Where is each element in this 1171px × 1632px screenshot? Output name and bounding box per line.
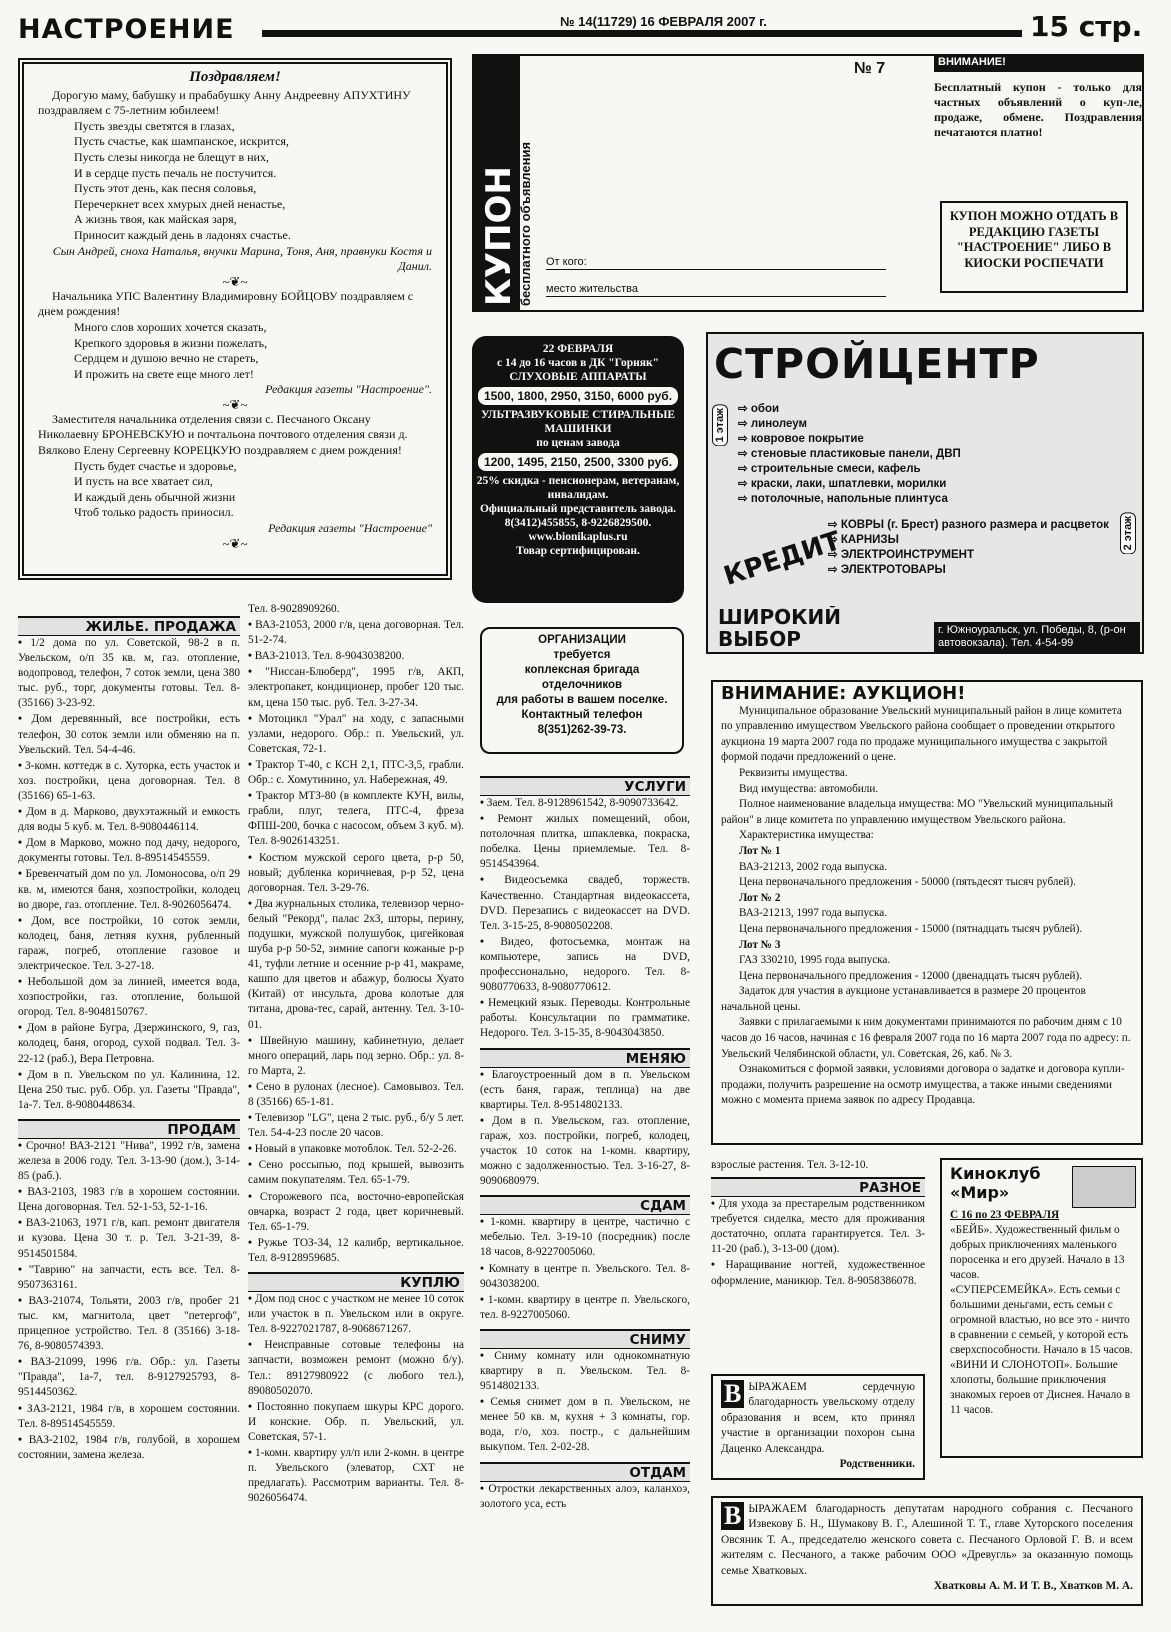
classified-ad: • Сниму комнату или однокомнатную квартиру в п. Увельском. Тел. 8-9514802133. (480, 1349, 690, 1394)
verse-line: Пусть этот день, как песня соловья, (74, 181, 257, 196)
verse-line: И прожить на свете еще много лет! (74, 366, 254, 381)
gratitude-signature: Хватковы А. М. И Т. В., Хватков М. А. (933, 1580, 1133, 1593)
classified-ad: • 1-комн. квартиру в центре, частично с мебелью. Тел. 3-19-10 (посредник) после 18 часов, 8-9227005060. (480, 1215, 690, 1260)
section-give-header: ОТДАМ (480, 1462, 690, 1482)
auction-text: Полное наименование владельца имущества: МО "Увельский муниципальный район" в лице комитета по управлению имуществом Увельского района. (721, 798, 1114, 826)
classified-ad: • Неисправные сотовые телефоны на запчасти, возможен ремонт (можно б/у). Тел.: 89127980922 (с любого тел.), 89080502070. (248, 1338, 464, 1398)
org-phone: 8(351)262-39-73. (537, 724, 627, 736)
classified-ad: • Новый в упаковке мотоблок. Тел. 52-2-26. (248, 1142, 464, 1157)
auction-title: ВНИМАНИЕ: АУКЦИОН! (721, 683, 966, 704)
classified-ad: • Костюм мужской серого цвета, р-р 50, новый; дубленка коричневая, р-р 52, цена договорная. Тел. 3-29-76. (248, 851, 464, 896)
auction-lot-price: Цена первоначального предложения - 15000 (пятнадцать тысяч рублей). (739, 922, 1083, 935)
classified-ad: • 1-комн. квартиру в центре п. Увельского, тел. 8-9227005060. (480, 1293, 690, 1323)
auction-lot-price: Цена первоначального предложения - 50000 (пятьдесят тысяч рублей). (739, 876, 1076, 889)
classified-ad: • Сено в рулонах (лесное). Самовывоз. Тел. 8 (35166) 65-1-81. (248, 1080, 464, 1110)
ads-column-1 (18, 616, 240, 1628)
auction-lot-car: ВАЗ-21213, 2002 года выпуска. (739, 860, 888, 873)
classified-ad: • Ремонт жилых помещений, обои, потолочная плитка, шпаклевка, покраска, побелка. Цены приемлемые. Тел. 8-9514543964. (480, 812, 690, 872)
classified-ad: Тел. 8-9028909260. (248, 603, 340, 615)
cinema-dates: С 16 по 23 ФЕВРАЛЯ (950, 1209, 1060, 1221)
coupon-form (472, 54, 1144, 312)
classified-ad: • ВАЗ-21099, 1996 г/в. Обр.: ул. Газеты "Правда", 1а-7, тел. 8-9127925793, 8-9514450362. (18, 1355, 240, 1400)
services-ads (480, 796, 690, 1042)
classified-ad: • ВАЗ-2103, 1983 г/в в хорошем состоянии. Цена договорная. Тел. 52-1-53, 52-1-16. (18, 1185, 240, 1215)
gratitude-notice (711, 1496, 1143, 1606)
classified-ad: • Трактор Т-40, с КСН 2,1, ПТС-3,5, грабли. Обр.: с. Хомутинино, ул. Набережная, 49. (248, 758, 464, 788)
section-misc-header: РАЗНОЕ (711, 1177, 925, 1197)
ornament-icon: ~❦~ (222, 396, 248, 412)
film-listing: «ВИНИ И СЛОНОТОП». Большие хлопоты, большие приключения знакомых героев от Диснея. Начало в 11 часов. (950, 1359, 1131, 1416)
verse-line: Чтоб только радость приносил. (74, 505, 234, 520)
product-item: ⇨ стеновые пластиковые панели, ДВП (738, 448, 961, 460)
floor-1-badge: 1 этаж (712, 404, 728, 446)
greeting-1-intro: Дорогую маму, бабушку и прабабушку Анну Андреевну АПУХТИНУ поздравляем с 75-летним юбилеем! (38, 87, 411, 118)
sell-ads-continued (248, 602, 464, 1266)
issue-info: № 14(11729) 16 ФЕВРАЛЯ 2007 г. (560, 14, 800, 30)
verse-line: Приносит каждый день в ладонях счастье. (74, 227, 291, 242)
auction-lot-car: ГАЗ 330210, 1995 года выпуска. (739, 954, 891, 967)
ad-website: www.bionikaplus.ru (528, 531, 628, 543)
ad-product-2: УЛЬТРАЗВУКОВЫЕ СТИРАЛЬНЫЕ МАШИНКИ (480, 409, 676, 435)
drop-cap: В (721, 1380, 744, 1408)
product-item: ⇨ строительные смеси, кафель (738, 463, 921, 475)
classified-ad: • 1/2 дома по ул. Советской, 98-2 в п. Увельском, о/п 35 кв. м, газ. отопление, водопровод, телефон, 7 соток земли, цена 380 тыс. руб., торг, документы готовы. Тел. 8-(35166) 3-23-92. (18, 636, 240, 711)
film-listing: «БЕЙБ». Художественный фильм о добрых приключениях маленького поросенка и его друзей. Начало в 13 часов. (950, 1224, 1125, 1281)
greeting-3-signature: Редакция газеты "Настроение" (268, 521, 432, 536)
classified-ad: • Дом деревянный, все постройки, есть телефон, 30 соток земли или обменяю на п. Увельский. Тел. 54-4-46. (18, 712, 240, 757)
classified-ad: • Дом в Марково, можно под дачу, недорого, документы готовы. Тел. 8-89514545559. (18, 836, 240, 866)
auction-lot-car: ВАЗ-21213, 1997 года выпуска. (739, 907, 888, 920)
org-line: ОРГАНИЗАЦИИ (538, 634, 626, 646)
rent-in-ads (480, 1349, 690, 1456)
classified-ad: • Постоянно покупаем шкуры КРС дорого. И конские. Обр. п. Увельский, ул. Советская, 57-1. (248, 1400, 464, 1445)
verse-line: Много слов хороших хочется сказать, (74, 319, 267, 334)
floor-2-badge: 2 этаж (1120, 512, 1136, 554)
greeting-3-verse (38, 459, 432, 521)
classified-ad: • ВАЗ-2102, 1984 г/в, голубой, в хорошем состоянии, замена железа. (18, 1433, 240, 1463)
greeting-1-signature: Сын Андрей, сноха Наталья, внучки Марина, Тоня, Аня, правнуки Костя и Данил. (52, 243, 432, 274)
drop-cap: В (721, 1502, 744, 1530)
stroycenter-address: г. Южноуральск, ул. Победы, 8, (р-он автовокзала). Тел. 4-54-99 (934, 622, 1140, 652)
org-line: Контактный телефон (521, 709, 643, 721)
cinema-title: Киноклуб «Мир» (950, 1164, 1041, 1202)
from-label: От кого: (546, 256, 587, 268)
section-rent-in-header: СНИМУ (480, 1329, 690, 1349)
classified-ad: • 3-комн. коттедж в с. Хуторка, есть участок и хоз. постройки, цена договорная. Тел. 8 (35166) 65-1-63. (18, 759, 240, 804)
verse-line: Перечеркнет всех хмурых дней ненастье, (74, 196, 286, 211)
coupon-vertical-title: КУПОН (479, 166, 519, 306)
classified-ad: • Заем. Тел. 8-9128961542, 8-9090733642. (480, 796, 690, 811)
classified-ad: • Трактор МТЗ-80 (в комплекте КУН, вилы, грабли, плуг, телега, ПТС-4, фреза ФПШ-200, бочка с насосом, объем 3 куб. м). Тел. 8-9026143251. (248, 789, 464, 849)
classified-ad: • Благоустроенный дом в п. Увельском (есть баня, гараж, теплица) на две квартиры. Тел. 8-9514802133. (480, 1068, 690, 1113)
ads-column-2 (248, 602, 464, 1628)
classified-ad: • Два журнальных столика, телевизор черно-белый "Рекорд", палас 2х3, шторы, перину, подушки, мужской полушубок, цигейковая шуба р-р 50-52, зимние сапоги кожаные р-р 41, туфли летние и осенние р-р 41, макраме, кашпо для цветов и абажур, болюсы Хуато (Китай) от инсульта, дрова колотые для титана, дрова-тес, сарай, антенну. Тел. 3-10-01. (248, 897, 464, 1033)
verse-line: И каждый день обычной жизни (74, 489, 236, 504)
classified-ad: • "Ниссан-Блюберд", 1995 г/в, АКП, электропакет, кондиционер, пробег 120 тыс. км, цена 150 тыс. руб. Тел. 3-27-34. (248, 665, 464, 710)
classified-ad: • Ружье ТОЗ-34, 12 калибр, вертикальное. Тел. 8-9128959685. (248, 1236, 464, 1266)
verse-line: И пусть на все хватает сил, (74, 474, 213, 489)
verse-line: Крепкого здоровья в жизни пожелать, (74, 335, 268, 350)
greeting-2-intro: Начальника УПС Валентину Владимировну БОЙЦОВУ поздравляем с днем рождения! (38, 288, 414, 319)
verse-line: И в сердце пусть печаль не постучится. (74, 165, 277, 180)
classified-ad: • Телевизор "LG", цена 2 тыс. руб., б/у 5 лет. Тел. 54-4-23 после 20 часов. (248, 1111, 464, 1141)
classified-ad: • Сено россыпью, под крышей, вывозить самим покупателям. Тел. 65-1-79. (248, 1158, 464, 1188)
ad-time: с 14 до 16 часов в ДК "Горняк" (497, 357, 659, 369)
product-item: ⇨ КАРНИЗЫ (828, 534, 899, 546)
ornament-icon: ~❦~ (222, 535, 248, 551)
verse-line: А жизнь твоя, как майская заря, (74, 212, 237, 227)
classified-ad: • Комнату в центре п. Увельского. Тел. 8-9043038200. (480, 1262, 690, 1292)
classified-ad: • Мотоцикл "Урал" на ходу, с запасными узлами, недорого. Обр.: п. Увельский, ул. Советская, 72-1. (248, 712, 464, 757)
misc-ads (711, 1197, 925, 1289)
org-line: отделочников (541, 679, 623, 691)
verse-line: Пусть будет счастье и здоровье, (74, 458, 237, 473)
ad-discount: 25% скидка - пенсионерам, ветеранам, инвалидам. (476, 475, 680, 501)
ad-factory-prices: по ценам завода (536, 437, 620, 449)
auction-notice (711, 680, 1143, 1145)
auction-lot: Лот № 2 (739, 891, 781, 904)
stroycenter-ad (706, 332, 1144, 654)
classified-ad: • Дом в д. Марково, двухэтажный и емкость для воды 5 куб. м. Тел. 8-9080446114. (18, 805, 240, 835)
greetings-box (18, 58, 452, 580)
coupon-number: № 7 (854, 60, 886, 77)
ad-price-2: 1200, 1495, 2150, 2500, 3300 руб. (478, 453, 678, 471)
auction-text: Реквизиты имущества. (739, 766, 848, 779)
coupon-from-field[interactable] (546, 256, 886, 270)
classified-ad: • 1-комн. квартиру ул/п или 2-комн. в центре п. Увельского (элеватор, СХТ не предлагать). Рассмотрим варианты. Тел. 8-9026056474. (248, 1446, 464, 1506)
verse-line: Пусть слезы никогда не блещут в них, (74, 149, 269, 164)
floor-1-list (738, 402, 961, 507)
section-services-header: УСЛУГИ (480, 776, 690, 796)
classified-ad: • Дом в п. Увельском по ул. Калинина, 12. Цена 250 тыс. руб. Обр. ул. Газеты "Правда", 1а-7. Тел. 8-9080448634. (18, 1068, 240, 1113)
auction-intro: Муниципальное образование Увельский муниципальный район в лице комитета по управлению имуществом Увельского района сообщает о проведении открытого аукциона 19 марта 2007 года по продаже муниципального имущества с закрытой формой подачи предложений о цене. (721, 704, 1122, 764)
ad-certified: Товар сертифицирован. (516, 545, 640, 557)
section-rent-out-header: СДАМ (480, 1195, 690, 1215)
product-item: ⇨ ковровое покрытие (738, 433, 864, 445)
gratitude-text: ЫРАЖАЕМ благодарность депутатам народного собрания с. Песчаного Извекову Б. Н., Шумакову В. Г., Алешиной Т. Т., главе Хуторского поселения Овсяник Т. А., председателю женского совета с. Песчаного Орловой Г. В. и всем жителям с. Песчаного, а также рабочим ООО «Древугль» за оказанную помощь семье Хватковых. (721, 1503, 1133, 1577)
verse-line: Пусть счастье, как шампанское, искрится, (74, 134, 289, 149)
classified-ad: • Срочно! ВАЗ-2121 "Нива", 1992 г/в, замена железа в 2006 году. Тел. 3-13-90 (дом.), 3-14-85 (раб.). (18, 1139, 240, 1184)
auction-text: Ознакомиться с формой заявки, условиями договора о задатке и договора купли-продажи, получить разрешение на осмотр имущества, а также иными сведениями можно с момента приема заявок по адресу Продавца. (721, 1063, 1125, 1107)
classified-ad: • ВАЗ-21013. Тел. 8-9043038200. (248, 649, 464, 664)
coupon-vertical-subtitle: бесплатного объявления (518, 141, 533, 306)
section-exchange-header: МЕНЯЮ (480, 1048, 690, 1068)
condolence-signature: Родственники. (839, 1458, 915, 1471)
classified-ad: • Для ухода за престарелым родственником требуется сиделка, место для проживания достаточно, оплата гарантируется. Тел. 3-11-20 (раб.), 3-13-00 (дом). (711, 1197, 925, 1257)
ad-product-1: СЛУХОВЫЕ АППАРАТЫ (509, 371, 647, 383)
wide-choice-label: ШИРОКИЙ ВЫБОР (718, 606, 841, 650)
coupon-residence-field[interactable] (546, 283, 886, 297)
greeting-1-verse (38, 119, 432, 244)
auction-text: Задаток для участия в аукционе устанавливается в размере 20 процентов начальной цены. (721, 985, 1086, 1013)
section-buy-header: КУПЛЮ (248, 1272, 464, 1292)
ads-column-3 (480, 776, 690, 1628)
give-ads (480, 1482, 690, 1512)
classified-ad: • Видеосъемка свадеб, торжеств. Качественно. Стандартная видеокассета, DVD. Перезапись с видеокассет на DVD. Тел. 3-15-25, 8-9080502208. (480, 873, 690, 933)
ad-contact: Официальный представитель завода. 8(3412)455855, 8-9226829500. (479, 503, 677, 529)
classified-ad: • ВАЗ-21063, 1971 г/в, кап. ремонт двигателя и кузова. Цена 30 т. р. Тел. 3-21-39, 8-9514501584. (18, 1216, 240, 1261)
ad-price-1: 1500, 1800, 2950, 3150, 6000 руб. (478, 387, 678, 405)
org-line: требуется (553, 649, 611, 661)
rent-out-ads (480, 1215, 690, 1323)
verse-line: Пусть звезды светятся в глазах, (74, 118, 235, 133)
classified-ad: • Сторожевого пса, восточно-европейская овчарка, возраст 2 года, цвет коричневый. Тел. 65-1-79. (248, 1190, 464, 1235)
coupon-send-info: КУПОН МОЖНО ОТДАТЬ В РЕДАКЦИЮ ГАЗЕТЫ "НАСТРОЕНИЕ" ЛИБО В КИОСКИ РОСПЕЧАТИ (940, 201, 1128, 293)
greeting-3-intro: Заместителя начальника отделения связи с. Песчаного Оксану Николаевну БРОНЕВСКУЮ и почтальона почтового отделения связи д. Вялково Елену Сергеевну КОРЕЦКУЮ поздравляем с днем рождения! (38, 411, 408, 458)
workers-wanted-ad (480, 627, 684, 754)
auction-lot-price: Цена первоначального предложения - 12000 (двенадцать тысяч рублей). (739, 969, 1083, 982)
condolence-thanks (711, 1374, 925, 1480)
classified-ad: • Бревенчатый дом по ул. Ломоносова, о/п 29 кв. м, имеются баня, хозпостройки, колодец во дворе, газ. отопление. Тел. 8-9026056474. (18, 867, 240, 912)
auction-lot: Лот № 3 (739, 938, 781, 951)
cinema-building-icon (1072, 1166, 1136, 1208)
ad-continuation: взрослые растения. Тел. 3-12-10. (711, 1159, 869, 1171)
classified-ad: • Дом, все постройки, 10 соток земли, колодец, баня, летняя кухня, рубленный гараж, погреб, отопление газовое и электрическое. Тел. 3-27-18. (18, 914, 240, 974)
classified-ad: • Швейную машину, кабинетную, делает много операций, ларь под зерно. Обр.: ул. 8-го Марта, 2. (248, 1034, 464, 1079)
housing-ads (18, 636, 240, 1113)
classified-ad: • ЗАЗ-2121, 1984 г/в, в хорошем состоянии. Тел. 8-89514545559. (18, 1402, 240, 1432)
classified-ad: • Дом в районе Бугра, Дзержинского, 9, газ, колодец, баня, огород, сухой подвал. Тел. 3-22-12 (раб.), Вера Петровна. (18, 1021, 240, 1066)
product-item: ⇨ краски, лаки, шпатлевки, морилки (738, 478, 947, 490)
coupon-side-band (474, 56, 520, 310)
buy-ads (248, 1292, 464, 1506)
hearing-aids-ad (472, 336, 684, 603)
header-rule (262, 30, 1022, 37)
residence-label: место жительства (546, 283, 638, 295)
section-housing-header: ЖИЛЬЕ. ПРОДАЖА (18, 616, 240, 636)
classified-ad: • Наращивание ногтей, художественное оформление, маникюр. Тел. 8-9058386078. (711, 1258, 925, 1288)
floor-2-list (828, 518, 1109, 578)
classified-ad: • ВАЗ-21053, 2000 г/в, цена договорная. Тел. 51-2-74. (248, 618, 464, 648)
condolence-text: ЫРАЖАЕМ сердечную благодарность увельскому отделу образования и всем, кто принял участие в организации похорон сына Даценко Александра. (721, 1381, 915, 1455)
classified-ad: • Немецкий язык. Переводы. Контрольные работы. Консультации по грамматике. Недорого. Тел. 3-15-35, 8-9043043850. (480, 996, 690, 1041)
newspaper-title: НАСТРОЕНИЕ (18, 14, 235, 45)
product-item: ⇨ потолочные, напольные плинтуса (738, 493, 948, 505)
classified-ad: • Отростки лекарственных алоэ, каланхоэ, золотого уса, есть (480, 1482, 690, 1512)
ad-date: 22 ФЕВРАЛЯ (542, 343, 614, 355)
classified-ad: • Дом в п. Увельском, газ. отопление, гараж, хоз. постройки, погреб, колодец, участок 10 соток на 1-комн. квартиру, можно с задолженностью. Тел. 3-16-27, 8-9090680979. (480, 1114, 690, 1189)
sell-ads (18, 1139, 240, 1463)
auction-text: Характеристика имущества: (739, 829, 874, 842)
credit-label: КРЕДИТ (720, 526, 845, 592)
verse-line: Сердцем и душою вечно не стареть, (74, 351, 259, 366)
classified-ad: • Семья снимет дом в п. Увельском, не менее 50 кв. м, кухня + 3 комнаты, гор. вода, г/о, хоз. постр., с дальнейшим выкупом. Тел. 2-02-28. (480, 1395, 690, 1455)
film-listing: «СУПЕРСЕМЕЙКА». Есть семьи с большими деньгами, есть семьи с огромной властью, но все это - ничто в сравнении с семьей, у которой есть сверхспособности. Начало в 15 часов. (950, 1284, 1133, 1356)
attention-text: Бесплатный купон - только для частных объявлений о куп-ле, продаже, обмене. Поздравления печатаются платно! (934, 80, 1142, 139)
classified-ad: • Небольшой дом за линией, имеется вода, хозпостройки, газ. отопление, большой огород. Тел. 8-9048150767. (18, 975, 240, 1020)
product-item: ⇨ КОВРЫ (г. Брест) разного размера и расцветок (828, 519, 1109, 531)
auction-text: Вид имущества: автомобили. (739, 782, 879, 795)
classified-ad: • Дом под снос с участком не менее 10 соток или участок в п. Увельском или в округе. Тел. 8-9227021787, 8-9068671267. (248, 1292, 464, 1337)
ornament-icon: ~❦~ (222, 273, 248, 289)
org-line: коплексная бригада (524, 664, 640, 676)
greeting-2-verse (38, 320, 432, 382)
page-number: 15 стр. (1030, 10, 1143, 43)
greetings-title: Поздравляем! (189, 69, 281, 85)
cinema-schedule (940, 1158, 1143, 1458)
org-line: для работы в вашем поселке. (496, 694, 668, 706)
greeting-2-signature: Редакция газеты "Настроение". (265, 382, 432, 397)
classified-ad: • "Таврию" на запчасти, есть все. Тел. 8-9507363161. (18, 1263, 240, 1293)
product-item: ⇨ обои (738, 403, 780, 415)
auction-lot: Лот № 1 (739, 844, 781, 857)
section-sell-header: ПРОДАМ (18, 1119, 240, 1139)
exchange-ads (480, 1068, 690, 1190)
classified-ad: • Видео, фотосъемка, монтаж на компьютере, запись на DVD, профессионально, недорого. Тел. 8-9080770633, 8-9080770612. (480, 935, 690, 995)
stroycenter-title: СТРОЙЦЕНТР (714, 340, 1040, 388)
auction-text: Заявки с прилагаемыми к ним документами принимаются по рабочим дням с 10 часов до 16 часов, начиная с 16 февраля 2007 года по 16 марта 2007 года по адресу: п. Увельский Челябинской области, ул. Советская, 26, каб. № 3. (721, 1016, 1131, 1060)
classified-ad: • ВАЗ-21074, Тольяти, 2003 г/в, пробег 21 тыс. км, магнитола, цвет "петергоф", прицепное устройство. Тел. 8 (35166) 3-18-76, 8-9080574393. (18, 1294, 240, 1354)
product-item: ⇨ ЭЛЕКТРОТОВАРЫ (828, 564, 946, 576)
product-item: ⇨ линолеум (738, 418, 808, 430)
product-item: ⇨ ЭЛЕКТРОИНСТРУМЕНТ (828, 549, 974, 561)
attention-label: ВНИМАНИЕ! (934, 56, 1142, 72)
